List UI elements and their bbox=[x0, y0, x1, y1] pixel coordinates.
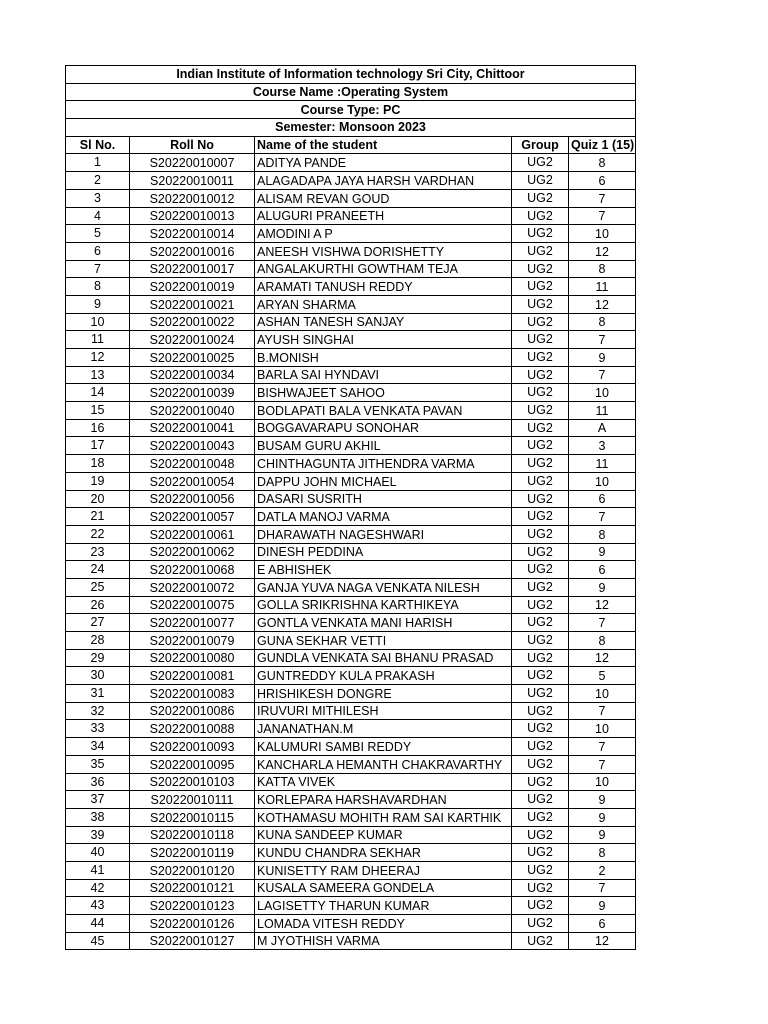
roll-no-cell: S20220010024 bbox=[130, 331, 255, 349]
quiz-score-cell: 7 bbox=[569, 331, 636, 349]
student-name-cell: CHINTHAGUNTA JITHENDRA VARMA bbox=[255, 455, 512, 473]
group-cell: UG2 bbox=[512, 844, 569, 862]
group-cell: UG2 bbox=[512, 207, 569, 225]
sl-no-cell: 3 bbox=[66, 189, 130, 207]
quiz-score-cell: 12 bbox=[569, 295, 636, 313]
roll-no-cell: S20220010079 bbox=[130, 632, 255, 650]
student-name-cell: BISHWAJEET SAHOO bbox=[255, 384, 512, 402]
group-cell: UG2 bbox=[512, 384, 569, 402]
table-row bbox=[66, 879, 636, 897]
table-row bbox=[66, 295, 636, 313]
roll-no-cell: S20220010016 bbox=[130, 242, 255, 260]
sl-no-cell: 19 bbox=[66, 472, 130, 490]
table-row bbox=[66, 225, 636, 243]
quiz-score-cell: 6 bbox=[569, 172, 636, 190]
table-row bbox=[66, 543, 636, 561]
roll-no-cell: S20220010017 bbox=[130, 260, 255, 278]
sl-no-cell: 14 bbox=[66, 384, 130, 402]
group-cell: UG2 bbox=[512, 472, 569, 490]
roll-no-cell: S20220010039 bbox=[130, 384, 255, 402]
quiz-score-cell: 12 bbox=[569, 932, 636, 950]
roll-no-cell: S20220010111 bbox=[130, 791, 255, 809]
student-name-cell: KUSALA SAMEERA GONDELA bbox=[255, 879, 512, 897]
student-name-cell: B.MONISH bbox=[255, 349, 512, 367]
roll-no-cell: S20220010080 bbox=[130, 649, 255, 667]
student-name-cell: GONTLA VENKATA MANI HARISH bbox=[255, 614, 512, 632]
group-cell: UG2 bbox=[512, 419, 569, 437]
table-row bbox=[66, 490, 636, 508]
sl-no-cell: 22 bbox=[66, 525, 130, 543]
quiz-score-cell: 10 bbox=[569, 685, 636, 703]
group-cell: UG2 bbox=[512, 667, 569, 685]
roll-no-cell: S20220010021 bbox=[130, 295, 255, 313]
group-cell: UG2 bbox=[512, 826, 569, 844]
student-name-cell: DASARI SUSRITH bbox=[255, 490, 512, 508]
roll-no-cell: S20220010013 bbox=[130, 207, 255, 225]
sl-no-cell: 13 bbox=[66, 366, 130, 384]
semester: Semester: Monsoon 2023 bbox=[66, 119, 636, 137]
table-row bbox=[66, 260, 636, 278]
student-name-cell: E ABHISHEK bbox=[255, 561, 512, 579]
quiz-score-cell: 7 bbox=[569, 207, 636, 225]
student-name-cell: DINESH PEDDINA bbox=[255, 543, 512, 561]
student-name-cell: BODLAPATI BALA VENKATA PAVAN bbox=[255, 402, 512, 420]
course-name: Course Name :Operating System bbox=[66, 83, 636, 101]
course-type: Course Type: PC bbox=[66, 101, 636, 119]
roll-no-cell: S20220010088 bbox=[130, 720, 255, 738]
table-row bbox=[66, 720, 636, 738]
student-name-cell: M JYOTHISH VARMA bbox=[255, 932, 512, 950]
sl-no-cell: 24 bbox=[66, 561, 130, 579]
table-row bbox=[66, 685, 636, 703]
roll-no-cell: S20220010075 bbox=[130, 596, 255, 614]
quiz-score-cell: 10 bbox=[569, 773, 636, 791]
sl-no-cell: 36 bbox=[66, 773, 130, 791]
student-name-cell: IRUVURI MITHILESH bbox=[255, 702, 512, 720]
quiz-score-cell: 8 bbox=[569, 260, 636, 278]
table-row bbox=[66, 861, 636, 879]
sl-no-cell: 16 bbox=[66, 419, 130, 437]
sl-no-cell: 41 bbox=[66, 861, 130, 879]
group-cell: UG2 bbox=[512, 455, 569, 473]
quiz-score-cell: 8 bbox=[569, 525, 636, 543]
table-row bbox=[66, 508, 636, 526]
quiz-score-cell: A bbox=[569, 419, 636, 437]
group-cell: UG2 bbox=[512, 366, 569, 384]
group-cell: UG2 bbox=[512, 402, 569, 420]
group-cell: UG2 bbox=[512, 596, 569, 614]
sl-no-cell: 11 bbox=[66, 331, 130, 349]
sl-no-cell: 25 bbox=[66, 578, 130, 596]
quiz-score-cell: 11 bbox=[569, 402, 636, 420]
col-header-quiz: Quiz 1 (15) bbox=[569, 136, 636, 154]
sl-no-cell: 2 bbox=[66, 172, 130, 190]
roll-no-cell: S20220010019 bbox=[130, 278, 255, 296]
student-name-cell: KUNISETTY RAM DHEERAJ bbox=[255, 861, 512, 879]
quiz-score-cell: 9 bbox=[569, 897, 636, 915]
group-cell: UG2 bbox=[512, 879, 569, 897]
roll-no-cell: S20220010007 bbox=[130, 154, 255, 172]
roll-no-cell: S20220010062 bbox=[130, 543, 255, 561]
group-cell: UG2 bbox=[512, 578, 569, 596]
group-cell: UG2 bbox=[512, 508, 569, 526]
sl-no-cell: 26 bbox=[66, 596, 130, 614]
sl-no-cell: 10 bbox=[66, 313, 130, 331]
quiz-score-cell: 7 bbox=[569, 755, 636, 773]
group-cell: UG2 bbox=[512, 242, 569, 260]
table-row bbox=[66, 437, 636, 455]
student-name-cell: ASHAN TANESH SANJAY bbox=[255, 313, 512, 331]
institute-row bbox=[66, 66, 636, 84]
student-name-cell: DATLA MANOJ VARMA bbox=[255, 508, 512, 526]
group-cell: UG2 bbox=[512, 349, 569, 367]
quiz-score-cell: 7 bbox=[569, 366, 636, 384]
roll-no-cell: S20220010115 bbox=[130, 808, 255, 826]
quiz-score-cell: 8 bbox=[569, 313, 636, 331]
table-row bbox=[66, 897, 636, 915]
group-cell: UG2 bbox=[512, 331, 569, 349]
course-type-row bbox=[66, 101, 636, 119]
table-row bbox=[66, 384, 636, 402]
quiz-score-cell: 7 bbox=[569, 738, 636, 756]
sl-no-cell: 12 bbox=[66, 349, 130, 367]
marks-sheet-table bbox=[65, 65, 636, 950]
roll-no-cell: S20220010014 bbox=[130, 225, 255, 243]
student-name-cell: ANEESH VISHWA DORISHETTY bbox=[255, 242, 512, 260]
quiz-score-cell: 12 bbox=[569, 649, 636, 667]
table-row bbox=[66, 755, 636, 773]
sl-no-cell: 30 bbox=[66, 667, 130, 685]
roll-no-cell: S20220010121 bbox=[130, 879, 255, 897]
quiz-score-cell: 11 bbox=[569, 455, 636, 473]
sl-no-cell: 32 bbox=[66, 702, 130, 720]
table-row bbox=[66, 525, 636, 543]
group-cell: UG2 bbox=[512, 260, 569, 278]
table-row bbox=[66, 278, 636, 296]
table-row bbox=[66, 172, 636, 190]
group-cell: UG2 bbox=[512, 561, 569, 579]
roll-no-cell: S20220010048 bbox=[130, 455, 255, 473]
table-row bbox=[66, 773, 636, 791]
table-row bbox=[66, 826, 636, 844]
group-cell: UG2 bbox=[512, 773, 569, 791]
quiz-score-cell: 9 bbox=[569, 791, 636, 809]
student-name-cell: LOMADA VITESH REDDY bbox=[255, 915, 512, 933]
student-name-cell: KATTA VIVEK bbox=[255, 773, 512, 791]
roll-no-cell: S20220010083 bbox=[130, 685, 255, 703]
institute-title: Indian Institute of Information technology Sri City, Chittoor bbox=[66, 66, 636, 84]
table-row bbox=[66, 702, 636, 720]
group-cell: UG2 bbox=[512, 632, 569, 650]
student-name-cell: DAPPU JOHN MICHAEL bbox=[255, 472, 512, 490]
group-cell: UG2 bbox=[512, 278, 569, 296]
sl-no-cell: 40 bbox=[66, 844, 130, 862]
group-cell: UG2 bbox=[512, 490, 569, 508]
student-name-cell: GUNTREDDY KULA PRAKASH bbox=[255, 667, 512, 685]
quiz-score-cell: 5 bbox=[569, 667, 636, 685]
quiz-score-cell: 6 bbox=[569, 561, 636, 579]
quiz-score-cell: 10 bbox=[569, 384, 636, 402]
sl-no-cell: 7 bbox=[66, 260, 130, 278]
quiz-score-cell: 7 bbox=[569, 508, 636, 526]
sl-no-cell: 6 bbox=[66, 242, 130, 260]
quiz-score-cell: 9 bbox=[569, 578, 636, 596]
quiz-score-cell: 9 bbox=[569, 826, 636, 844]
semester-row bbox=[66, 119, 636, 137]
course-name-row bbox=[66, 83, 636, 101]
roll-no-cell: S20220010072 bbox=[130, 578, 255, 596]
quiz-score-cell: 9 bbox=[569, 543, 636, 561]
quiz-score-cell: 3 bbox=[569, 437, 636, 455]
roll-no-cell: S20220010120 bbox=[130, 861, 255, 879]
quiz-score-cell: 11 bbox=[569, 278, 636, 296]
col-header-roll-no: Roll No bbox=[130, 136, 255, 154]
sl-no-cell: 27 bbox=[66, 614, 130, 632]
quiz-score-cell: 9 bbox=[569, 349, 636, 367]
student-name-cell: DHARAWATH NAGESHWARI bbox=[255, 525, 512, 543]
quiz-score-cell: 8 bbox=[569, 632, 636, 650]
sl-no-cell: 42 bbox=[66, 879, 130, 897]
table-row bbox=[66, 349, 636, 367]
student-name-cell: KUNA SANDEEP KUMAR bbox=[255, 826, 512, 844]
table-row bbox=[66, 242, 636, 260]
group-cell: UG2 bbox=[512, 808, 569, 826]
col-header-group: Group bbox=[512, 136, 569, 154]
roll-no-cell: S20220010093 bbox=[130, 738, 255, 756]
table-row bbox=[66, 614, 636, 632]
table-row bbox=[66, 419, 636, 437]
roll-no-cell: S20220010012 bbox=[130, 189, 255, 207]
sl-no-cell: 1 bbox=[66, 154, 130, 172]
quiz-score-cell: 8 bbox=[569, 844, 636, 862]
group-cell: UG2 bbox=[512, 897, 569, 915]
student-name-cell: GANJA YUVA NAGA VENKATA NILESH bbox=[255, 578, 512, 596]
group-cell: UG2 bbox=[512, 437, 569, 455]
quiz-score-cell: 6 bbox=[569, 490, 636, 508]
student-name-cell: GUNA SEKHAR VETTI bbox=[255, 632, 512, 650]
group-cell: UG2 bbox=[512, 154, 569, 172]
quiz-score-cell: 9 bbox=[569, 808, 636, 826]
roll-no-cell: S20220010040 bbox=[130, 402, 255, 420]
student-name-cell: BOGGAVARAPU SONOHAR bbox=[255, 419, 512, 437]
student-name-cell: ALAGADAPA JAYA HARSH VARDHAN bbox=[255, 172, 512, 190]
table-row bbox=[66, 472, 636, 490]
student-name-cell: LAGISETTY THARUN KUMAR bbox=[255, 897, 512, 915]
student-name-cell: ALISAM REVAN GOUD bbox=[255, 189, 512, 207]
table-row bbox=[66, 366, 636, 384]
student-name-cell: BUSAM GURU AKHIL bbox=[255, 437, 512, 455]
sl-no-cell: 35 bbox=[66, 755, 130, 773]
table-row bbox=[66, 932, 636, 950]
group-cell: UG2 bbox=[512, 313, 569, 331]
sl-no-cell: 18 bbox=[66, 455, 130, 473]
group-cell: UG2 bbox=[512, 861, 569, 879]
sl-no-cell: 20 bbox=[66, 490, 130, 508]
table-row bbox=[66, 738, 636, 756]
roll-no-cell: S20220010077 bbox=[130, 614, 255, 632]
group-cell: UG2 bbox=[512, 172, 569, 190]
group-cell: UG2 bbox=[512, 915, 569, 933]
table-row bbox=[66, 154, 636, 172]
group-cell: UG2 bbox=[512, 225, 569, 243]
group-cell: UG2 bbox=[512, 525, 569, 543]
roll-no-cell: S20220010118 bbox=[130, 826, 255, 844]
roll-no-cell: S20220010043 bbox=[130, 437, 255, 455]
table-row bbox=[66, 667, 636, 685]
table-row bbox=[66, 402, 636, 420]
sl-no-cell: 31 bbox=[66, 685, 130, 703]
table-row bbox=[66, 189, 636, 207]
student-name-cell: GUNDLA VENKATA SAI BHANU PRASAD bbox=[255, 649, 512, 667]
table-row bbox=[66, 207, 636, 225]
student-name-cell: KORLEPARA HARSHAVARDHAN bbox=[255, 791, 512, 809]
sl-no-cell: 28 bbox=[66, 632, 130, 650]
sl-no-cell: 21 bbox=[66, 508, 130, 526]
table-row bbox=[66, 455, 636, 473]
quiz-score-cell: 8 bbox=[569, 154, 636, 172]
student-name-cell: ARYAN SHARMA bbox=[255, 295, 512, 313]
col-header-sl-no: Sl No. bbox=[66, 136, 130, 154]
column-header-row bbox=[66, 136, 636, 154]
student-name-cell: AYUSH SINGHAI bbox=[255, 331, 512, 349]
roll-no-cell: S20220010126 bbox=[130, 915, 255, 933]
quiz-score-cell: 6 bbox=[569, 915, 636, 933]
student-name-cell: BARLA SAI HYNDAVI bbox=[255, 366, 512, 384]
group-cell: UG2 bbox=[512, 685, 569, 703]
sl-no-cell: 9 bbox=[66, 295, 130, 313]
roll-no-cell: S20220010086 bbox=[130, 702, 255, 720]
sl-no-cell: 39 bbox=[66, 826, 130, 844]
group-cell: UG2 bbox=[512, 755, 569, 773]
sl-no-cell: 44 bbox=[66, 915, 130, 933]
quiz-score-cell: 12 bbox=[569, 596, 636, 614]
group-cell: UG2 bbox=[512, 189, 569, 207]
roll-no-cell: S20220010068 bbox=[130, 561, 255, 579]
sl-no-cell: 8 bbox=[66, 278, 130, 296]
quiz-score-cell: 7 bbox=[569, 702, 636, 720]
roll-no-cell: S20220010056 bbox=[130, 490, 255, 508]
group-cell: UG2 bbox=[512, 295, 569, 313]
table-row bbox=[66, 313, 636, 331]
student-name-cell: KUNDU CHANDRA SEKHAR bbox=[255, 844, 512, 862]
quiz-score-cell: 7 bbox=[569, 614, 636, 632]
table-row bbox=[66, 331, 636, 349]
student-name-cell: KANCHARLA HEMANTH CHAKRAVARTHY bbox=[255, 755, 512, 773]
group-cell: UG2 bbox=[512, 543, 569, 561]
sl-no-cell: 15 bbox=[66, 402, 130, 420]
quiz-score-cell: 12 bbox=[569, 242, 636, 260]
group-cell: UG2 bbox=[512, 649, 569, 667]
student-name-cell: ALUGURI PRANEETH bbox=[255, 207, 512, 225]
quiz-score-cell: 7 bbox=[569, 189, 636, 207]
sl-no-cell: 38 bbox=[66, 808, 130, 826]
group-cell: UG2 bbox=[512, 614, 569, 632]
roll-no-cell: S20220010123 bbox=[130, 897, 255, 915]
table-row bbox=[66, 649, 636, 667]
quiz-score-cell: 10 bbox=[569, 225, 636, 243]
quiz-score-cell: 10 bbox=[569, 720, 636, 738]
student-name-cell: ARAMATI TANUSH REDDY bbox=[255, 278, 512, 296]
table-row bbox=[66, 596, 636, 614]
roll-no-cell: S20220010034 bbox=[130, 366, 255, 384]
sl-no-cell: 29 bbox=[66, 649, 130, 667]
roll-no-cell: S20220010061 bbox=[130, 525, 255, 543]
sl-no-cell: 4 bbox=[66, 207, 130, 225]
table-row bbox=[66, 844, 636, 862]
student-name-cell: ADITYA PANDE bbox=[255, 154, 512, 172]
roll-no-cell: S20220010011 bbox=[130, 172, 255, 190]
sl-no-cell: 34 bbox=[66, 738, 130, 756]
roll-no-cell: S20220010022 bbox=[130, 313, 255, 331]
student-name-cell: ANGALAKURTHI GOWTHAM TEJA bbox=[255, 260, 512, 278]
table-row bbox=[66, 791, 636, 809]
group-cell: UG2 bbox=[512, 720, 569, 738]
student-name-cell: KOTHAMASU MOHITH RAM SAI KARTHIK bbox=[255, 808, 512, 826]
roll-no-cell: S20220010103 bbox=[130, 773, 255, 791]
roll-no-cell: S20220010119 bbox=[130, 844, 255, 862]
table-row bbox=[66, 632, 636, 650]
quiz-score-cell: 7 bbox=[569, 879, 636, 897]
student-name-cell: JANANATHAN.M bbox=[255, 720, 512, 738]
col-header-name: Name of the student bbox=[255, 136, 512, 154]
sl-no-cell: 45 bbox=[66, 932, 130, 950]
quiz-score-cell: 10 bbox=[569, 472, 636, 490]
group-cell: UG2 bbox=[512, 738, 569, 756]
student-name-cell: AMODINI A P bbox=[255, 225, 512, 243]
table-row bbox=[66, 578, 636, 596]
group-cell: UG2 bbox=[512, 791, 569, 809]
table-row bbox=[66, 808, 636, 826]
roll-no-cell: S20220010095 bbox=[130, 755, 255, 773]
sl-no-cell: 43 bbox=[66, 897, 130, 915]
sl-no-cell: 23 bbox=[66, 543, 130, 561]
sl-no-cell: 5 bbox=[66, 225, 130, 243]
roll-no-cell: S20220010025 bbox=[130, 349, 255, 367]
roll-no-cell: S20220010081 bbox=[130, 667, 255, 685]
roll-no-cell: S20220010057 bbox=[130, 508, 255, 526]
student-name-cell: KALUMURI SAMBI REDDY bbox=[255, 738, 512, 756]
student-name-cell: GOLLA SRIKRISHNA KARTHIKEYA bbox=[255, 596, 512, 614]
table-row bbox=[66, 561, 636, 579]
sl-no-cell: 37 bbox=[66, 791, 130, 809]
roll-no-cell: S20220010041 bbox=[130, 419, 255, 437]
group-cell: UG2 bbox=[512, 702, 569, 720]
roll-no-cell: S20220010054 bbox=[130, 472, 255, 490]
table-row bbox=[66, 915, 636, 933]
group-cell: UG2 bbox=[512, 932, 569, 950]
sl-no-cell: 33 bbox=[66, 720, 130, 738]
student-name-cell: HRISHIKESH DONGRE bbox=[255, 685, 512, 703]
sl-no-cell: 17 bbox=[66, 437, 130, 455]
roll-no-cell: S20220010127 bbox=[130, 932, 255, 950]
quiz-score-cell: 2 bbox=[569, 861, 636, 879]
